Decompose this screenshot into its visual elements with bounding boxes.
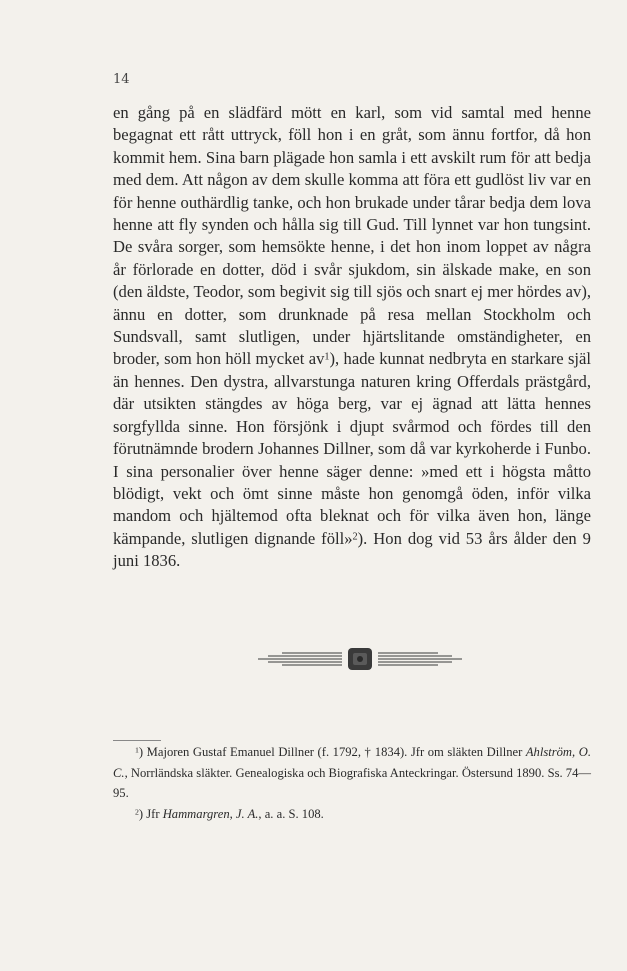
footnote-1-text: ) Majoren Gustaf Emanuel Dillner (f. 1792, † 1834). Jfr om släkten Dillner: [138, 745, 526, 759]
body-text-part-1: en gång på en slädfärd mött en karl, som vid samtal med henne begagnat ett rått uttryck, föll hon i en gråt, som ännu fortfor, då hon kommit hem. Sina barn plägade hon samla i ett avskilt rum för att bedja med dem. Att någon av dem skulle komma att föra ett gudlöst liv var en för henne outhärdlig tanke, och hon brukade under tårar bedja dem lova henne att fly synden och hålla sig till Gud. Till lynnet var hon tungsint. De svåra sorger, som hemsökte henne, i det hon inom loppet av några år förlorade en dotter, död i svår sjukdom, sin älskade make, en son (den äldste, Teodor, som begivit sig till sjös och snart ej mer hördes av), ännu en dotter, som drunknade på resa mellan Stockholm och Sundsvall, samt slutligen, under hjärtslitande omständigheter, en broder, som hon höll mycket av: [113, 103, 591, 369]
footnote-2-text-end: , a. a. S. 108.: [258, 806, 324, 821]
footnote-2-author: Hammargren, J. A.: [162, 806, 259, 821]
footnote-1-author: Ahlström, O. C.: [113, 745, 591, 780]
body-paragraph: [113, 102, 591, 573]
footnote-ref-2[interactable]: 2: [352, 531, 358, 543]
footnote-2: [113, 804, 591, 825]
footnote-1: [113, 742, 591, 804]
footnote-ref-1[interactable]: 1: [324, 351, 330, 363]
footnote-2-text: ) Jfr: [138, 806, 163, 821]
footnote-2-marker: 2: [135, 807, 139, 816]
page-number: 14: [113, 72, 130, 87]
footnote-1-text-end: , Norrländska släkter. Genealogiska och Biografiska Anteckringar. Östersund 1890. Ss. 74—95.: [113, 765, 591, 800]
body-text-part-3: ). Hon dog vid 53 års ålder den 9 juni 1836.: [113, 528, 591, 571]
footnote-divider: [113, 740, 161, 741]
footnotes: [113, 742, 591, 824]
body-text-part-2: ), hade kunnat nedbryta en starkare själ än hennes. Den dystra, allvarstunga naturen kring Offerdals prästgård, där utsikten stängdes av höga berg, var ej ägnad att lätta hennes sorgfyllda sinne. Hon försjönk i djupt svårmod och fördes till den förutnämnde brodern Johannes Dillner, som då var kyrkoherde i Funbo. I sina personalier över henne säger denne: »med ett i högsta måtto blödigt, vekt och ömt sinne måste hon genomgå öden, inför vilka mandom och hjältemod ofta bleknat och för vilka även hon, länge kämpande, slutligen dignande föll»: [113, 349, 591, 548]
section-ornament: [258, 646, 462, 672]
footnote-1-marker: 1: [135, 745, 139, 755]
